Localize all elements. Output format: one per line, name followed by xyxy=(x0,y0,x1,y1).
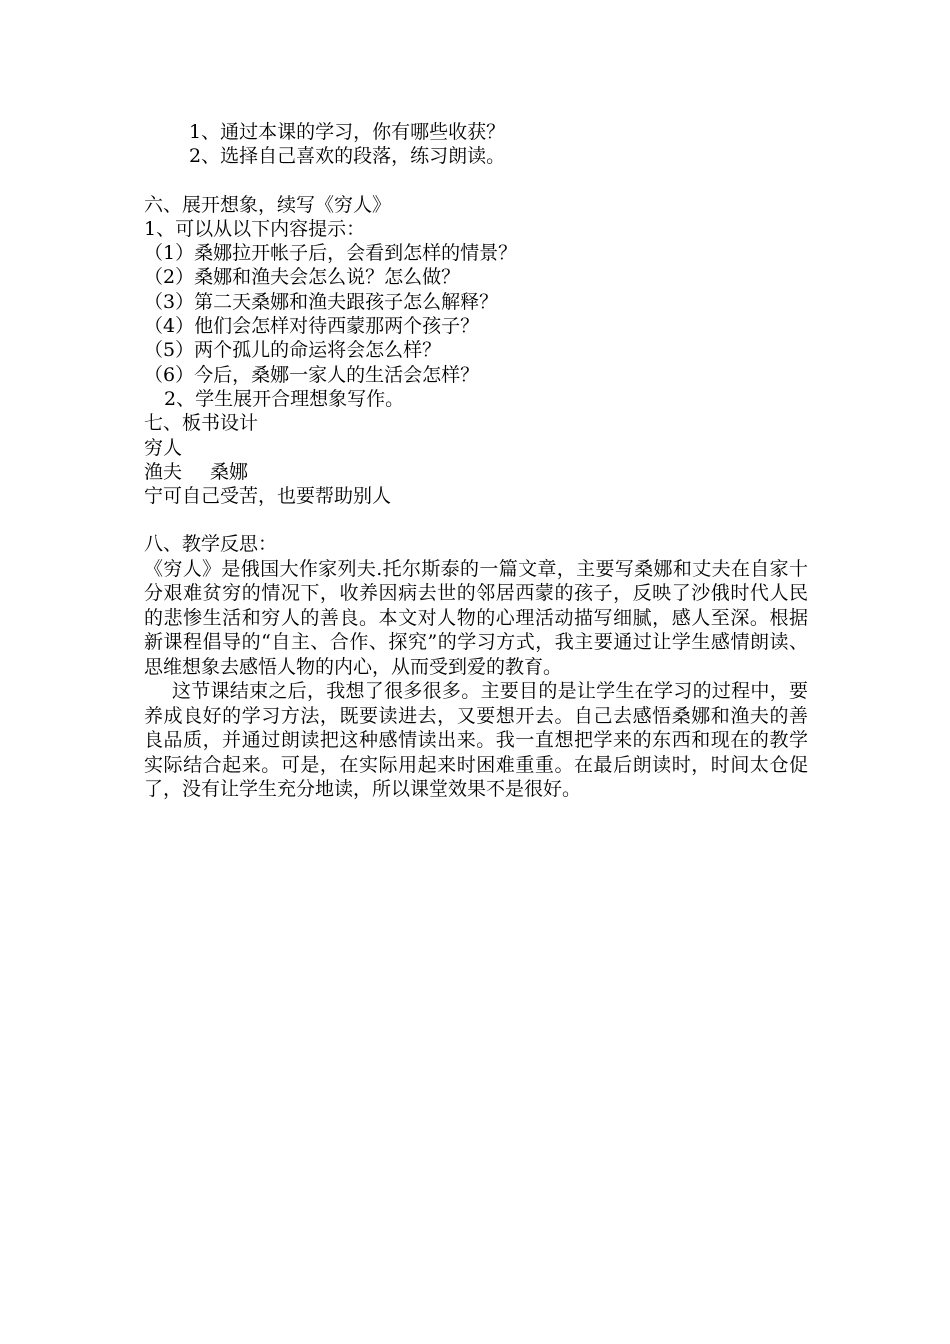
document-page xyxy=(144,120,808,802)
board-name-sangna: 桑娜 xyxy=(210,460,249,483)
prompt-item: （2）桑娜和渔夫会怎么说？怎么做？ xyxy=(144,266,461,289)
prompt-item: （1）桑娜拉开帐子后，会看到怎样的情景？ xyxy=(144,242,518,265)
blank-line xyxy=(144,169,808,193)
section-6-heading: 六、展开想象，续写《穷人》 xyxy=(144,193,392,216)
prompt-item: （3）第二天桑娜和渔夫跟孩子怎么解释？ xyxy=(144,290,499,313)
board-name-fisherman: 渔夫 xyxy=(144,460,183,483)
section-8-heading: 八、教学反思： xyxy=(144,533,278,556)
prompt-item: （5）两个孤儿的命运将会怎么样？ xyxy=(144,339,442,362)
reflection-paragraph-1: 《穷人》是俄国大作家列夫.托尔斯泰的一篇文章，主要写桑娜和丈夫在自家十分艰难贫穷的情况下，收养因病去世的邻居西蒙的孩子，反映了沙俄时代人民的悲惨生活和穷人的善良。本文对人物的心理活动描写细腻，感人至深。根据新课程倡导的“自主、合作、探究”的学习方式，我主要通过让学生感情朗读、思维想象去感悟人物的内心，从而受到爱的教育。 xyxy=(144,557,808,678)
board-characters xyxy=(144,460,808,484)
writing-step: 2、学生展开合理想象写作。 xyxy=(164,387,405,410)
reflection-paragraph-2: 这节课结束之后，我想了很多很多。主要目的是让学生在学习的过程中，要养成良好的学习方法，既要读进去，又要想开去。自己去感悟桑娜和渔夫的善良品质，并通过朗读把这种感情读出来。我一直想把学来的东西和现在的教学实际结合起来。可是，在实际用起来时困难重重。在最后朗读时，时间太仓促了，没有让学生充分地读，所以课堂效果不是很好。 xyxy=(144,680,808,801)
blank-line xyxy=(144,508,808,532)
review-question-2: 2、选择自己喜欢的段落，练习朗读。 xyxy=(189,145,506,168)
prompt-intro: 1、可以从以下内容提示： xyxy=(144,217,366,240)
section-7-heading: 七、板书设计 xyxy=(144,412,259,435)
review-question-1: 1、通过本课的学习，你有哪些收获？ xyxy=(189,121,506,143)
board-title: 穷人 xyxy=(144,436,183,459)
prompt-item: （4）他们会怎样对待西蒙那两个孩子？ xyxy=(144,315,480,338)
prompt-item: （6）今后，桑娜一家人的生活会怎样？ xyxy=(144,363,480,386)
board-theme: 宁可自己受苦，也要帮助别人 xyxy=(144,485,392,508)
